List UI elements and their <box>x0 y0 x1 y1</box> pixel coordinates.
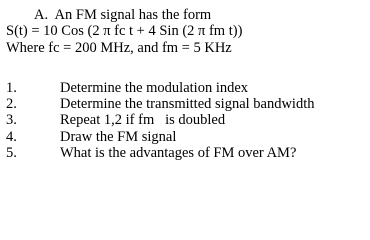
task-text: What is the advantages of FM over AM? <box>60 145 297 161</box>
task-number: 3. <box>6 112 17 128</box>
task-text: Draw the FM signal <box>60 129 177 145</box>
task-text: Determine the transmitted signal bandwidth <box>60 96 315 112</box>
task-number: 1. <box>6 80 17 96</box>
task-text: Determine the modulation index <box>60 80 249 96</box>
task-number: 4. <box>6 129 17 145</box>
problem-heading: A. An FM signal has the form <box>34 7 212 23</box>
signal-parameters: Where fc = 200 MHz, and fm = 5 KHz <box>6 40 232 56</box>
task-number: 2. <box>6 96 17 112</box>
task-number: 5. <box>6 145 17 161</box>
task-text: Repeat 1,2 if fm is doubled <box>60 112 226 128</box>
signal-formula: S(t) = 10 Cos (2 π fc t + 4 Sin (2 π fm t)) <box>6 23 243 39</box>
